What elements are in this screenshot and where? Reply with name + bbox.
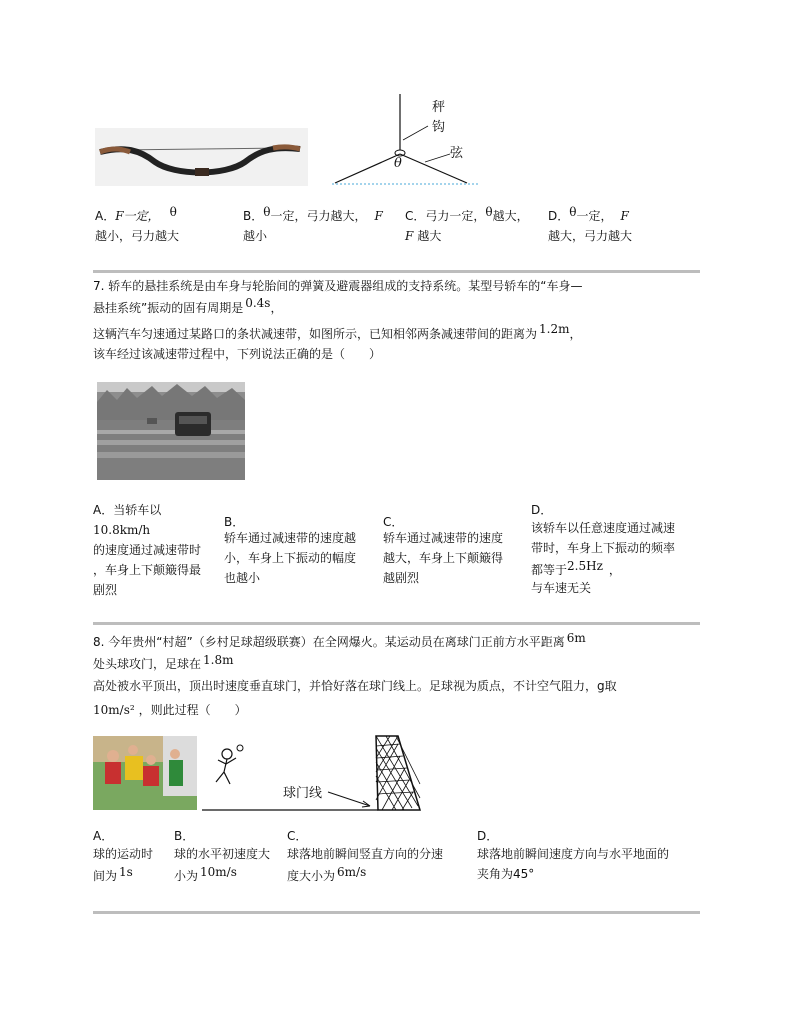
divider-3 [93, 911, 700, 914]
q8-stem-line2: 处头球攻门，足球在 1.8m [93, 653, 234, 671]
label-theta: θ [394, 156, 402, 171]
label-scale-2: 钩 [432, 120, 446, 135]
q7-stem-line2: 悬挂系统”振动的固有周期是 0.4s， [93, 296, 283, 315]
soccer-photo [93, 736, 197, 810]
q7-stem-line3: 这辆汽车匀速通过某路口的条状减速带，如图所示，已知相邻两条减速带间的距离为 1.2m， [93, 322, 582, 341]
header-trajectory-diagram [200, 734, 425, 814]
q8-stem-line4: 10m/s² ，则此过程（ ） [93, 703, 247, 717]
label-string: 弦 [450, 146, 464, 161]
goal-line-label: 球门线 [283, 786, 323, 801]
q7-stem-line1: 7. 轿车的悬挂系统是由车身与轮胎间的弹簧及避震器组成的支持系统。某型号轿车的“车身— [93, 279, 583, 293]
label-scale-1: 秤 [432, 100, 446, 115]
q8-stem-line1: 8. 今年贵州“村超”（乡村足球超级联赛）在全网爆火。某运动员在离球门正前方水平距离 6m [93, 631, 586, 649]
speed-bump-photo [97, 382, 245, 480]
bow-force-diagram [330, 92, 480, 188]
q7-stem-line4: 该车经过该减速带过程中，下列说法正确的是（ ） [93, 347, 382, 361]
divider-1 [93, 270, 700, 273]
q8-stem-line3: 高处被水平顶出，顶出时速度垂直球门，并恰好落在球门线上。足球视为质点，不计空气阻力，g取 [93, 679, 617, 693]
divider-2 [93, 622, 700, 625]
bow-photo [95, 128, 308, 186]
